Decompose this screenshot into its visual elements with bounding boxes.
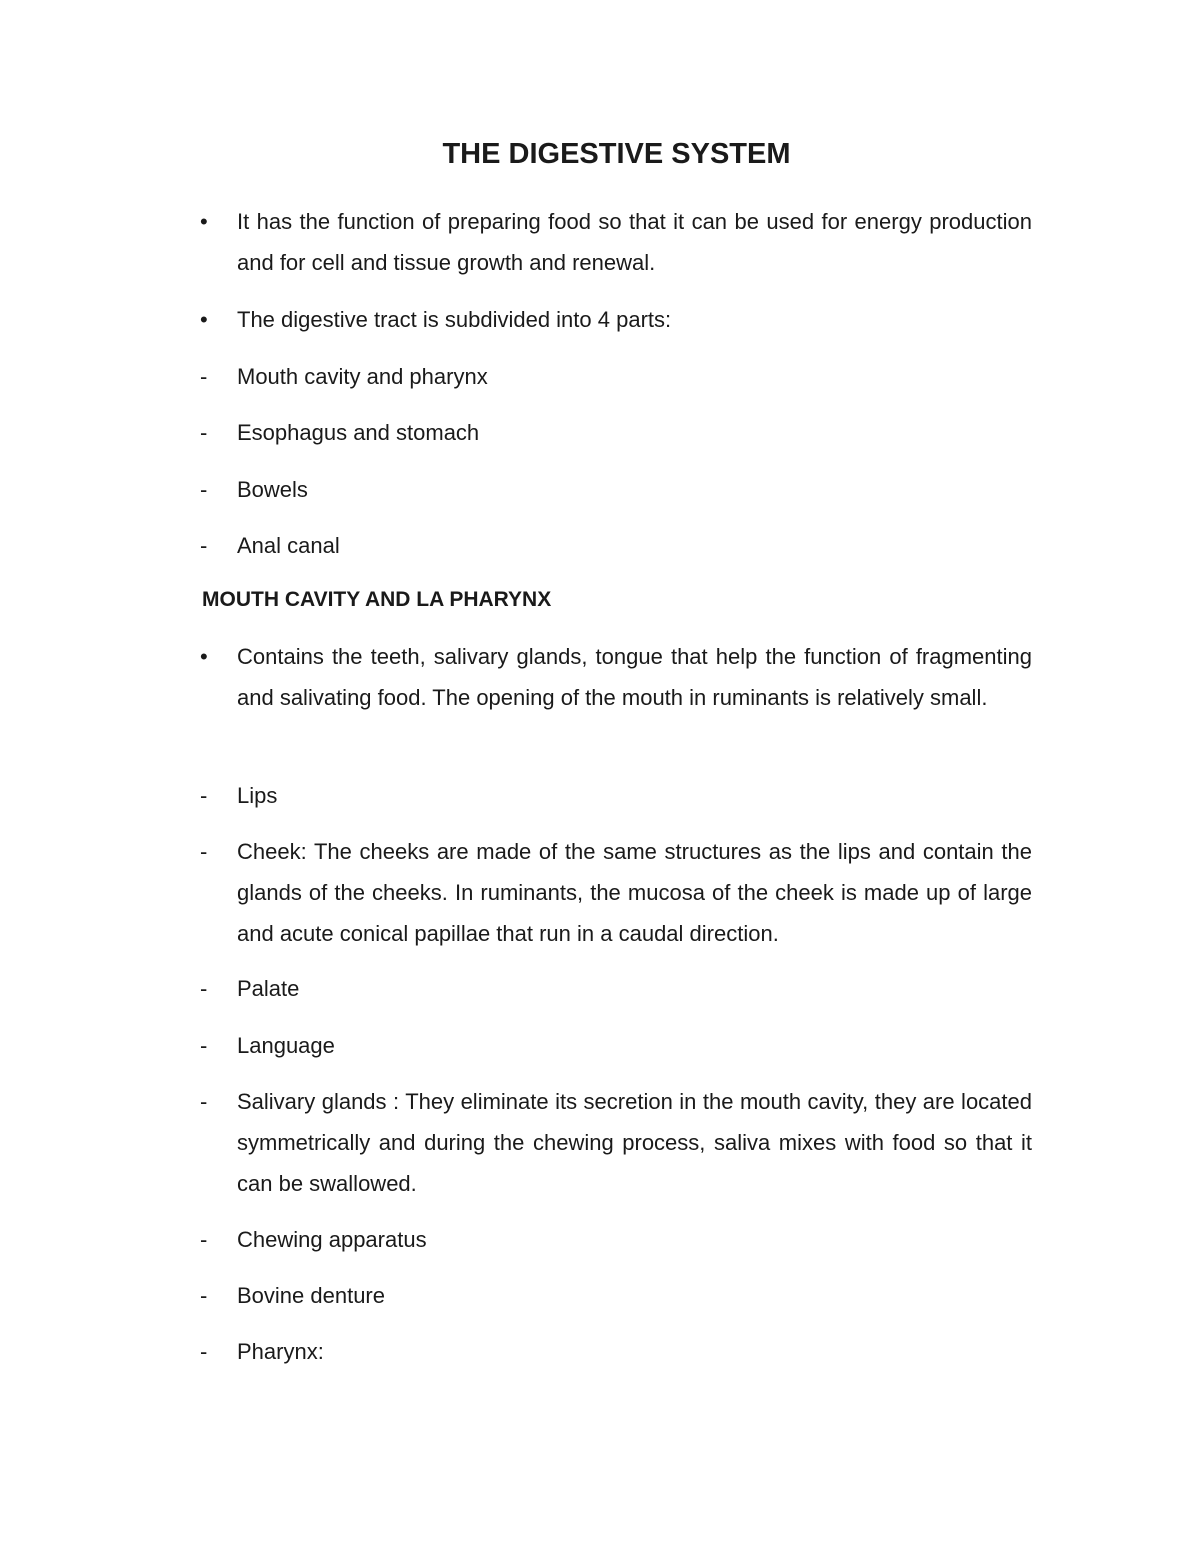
bullet-marker: • (200, 307, 208, 332)
dash-marker: - (200, 1227, 208, 1252)
list-item-text: Language (237, 1033, 335, 1058)
list-item (200, 1025, 1032, 1066)
list-item-text: Bovine denture (237, 1283, 385, 1308)
list-item-text: Salivary glands : They eliminate its secretion in the mouth cavity, they are located symmetrically and during the chewing process, saliva mixes with food so that it can be swallowed. (237, 1089, 1032, 1196)
list-item-text: The digestive tract is subdivided into 4 parts: (237, 307, 672, 332)
list-item-text: Anal canal (237, 533, 340, 558)
list-item (200, 201, 1032, 283)
list-item (200, 968, 1032, 1009)
list-item-text: Lips (237, 783, 278, 808)
list-item-text: Esophagus and stomach (237, 420, 480, 445)
list-item-text: Palate (237, 976, 300, 1001)
list-item-text: Contains the teeth, salivary glands, tongue that help the function of fragmenting and salivating food. The opening of the mouth in ruminants is relatively small. (237, 644, 1032, 710)
list-item-text: It has the function of preparing food so that it can be used for energy production and for cell and tissue growth and renewal. (237, 209, 1032, 275)
list-item (200, 356, 1032, 397)
dash-marker: - (200, 1033, 208, 1058)
list-item (200, 775, 1032, 816)
dash-marker: - (200, 839, 208, 864)
list-item (200, 1331, 1032, 1372)
list-item-text: Bowels (237, 477, 308, 502)
bullet-marker: • (200, 644, 208, 669)
bullet-marker: • (200, 209, 208, 234)
list-item (200, 1275, 1032, 1316)
list-item (200, 1219, 1032, 1260)
list-item (200, 525, 1032, 566)
list-item (200, 412, 1032, 453)
list-item-text: Chewing apparatus (237, 1227, 427, 1252)
dash-marker: - (200, 420, 208, 445)
section-heading: MOUTH CAVITY AND LA PHARYNX (202, 588, 552, 611)
list-item (200, 469, 1032, 510)
dash-marker: - (200, 976, 208, 1001)
dash-marker: - (200, 477, 208, 502)
page-title: THE DIGESTIVE SYSTEM (442, 138, 791, 170)
dash-marker: - (200, 364, 208, 389)
dash-marker: - (200, 783, 208, 808)
list-item-text: Cheek: The cheeks are made of the same structures as the lips and contain the glands of the cheeks. In ruminants, the mucosa of the cheek is made up of large and acute conical papillae that run in a caudal direction. (237, 839, 1032, 946)
dash-marker: - (200, 1339, 208, 1364)
list-item (200, 1081, 1032, 1204)
dash-marker: - (200, 1283, 208, 1308)
dash-marker: - (200, 533, 208, 558)
list-item (200, 636, 1032, 718)
list-item (200, 831, 1032, 954)
list-item-text: Mouth cavity and pharynx (237, 364, 488, 389)
list-item (200, 299, 1032, 340)
list-item-text: Pharynx: (237, 1339, 324, 1364)
dash-marker: - (200, 1089, 208, 1114)
